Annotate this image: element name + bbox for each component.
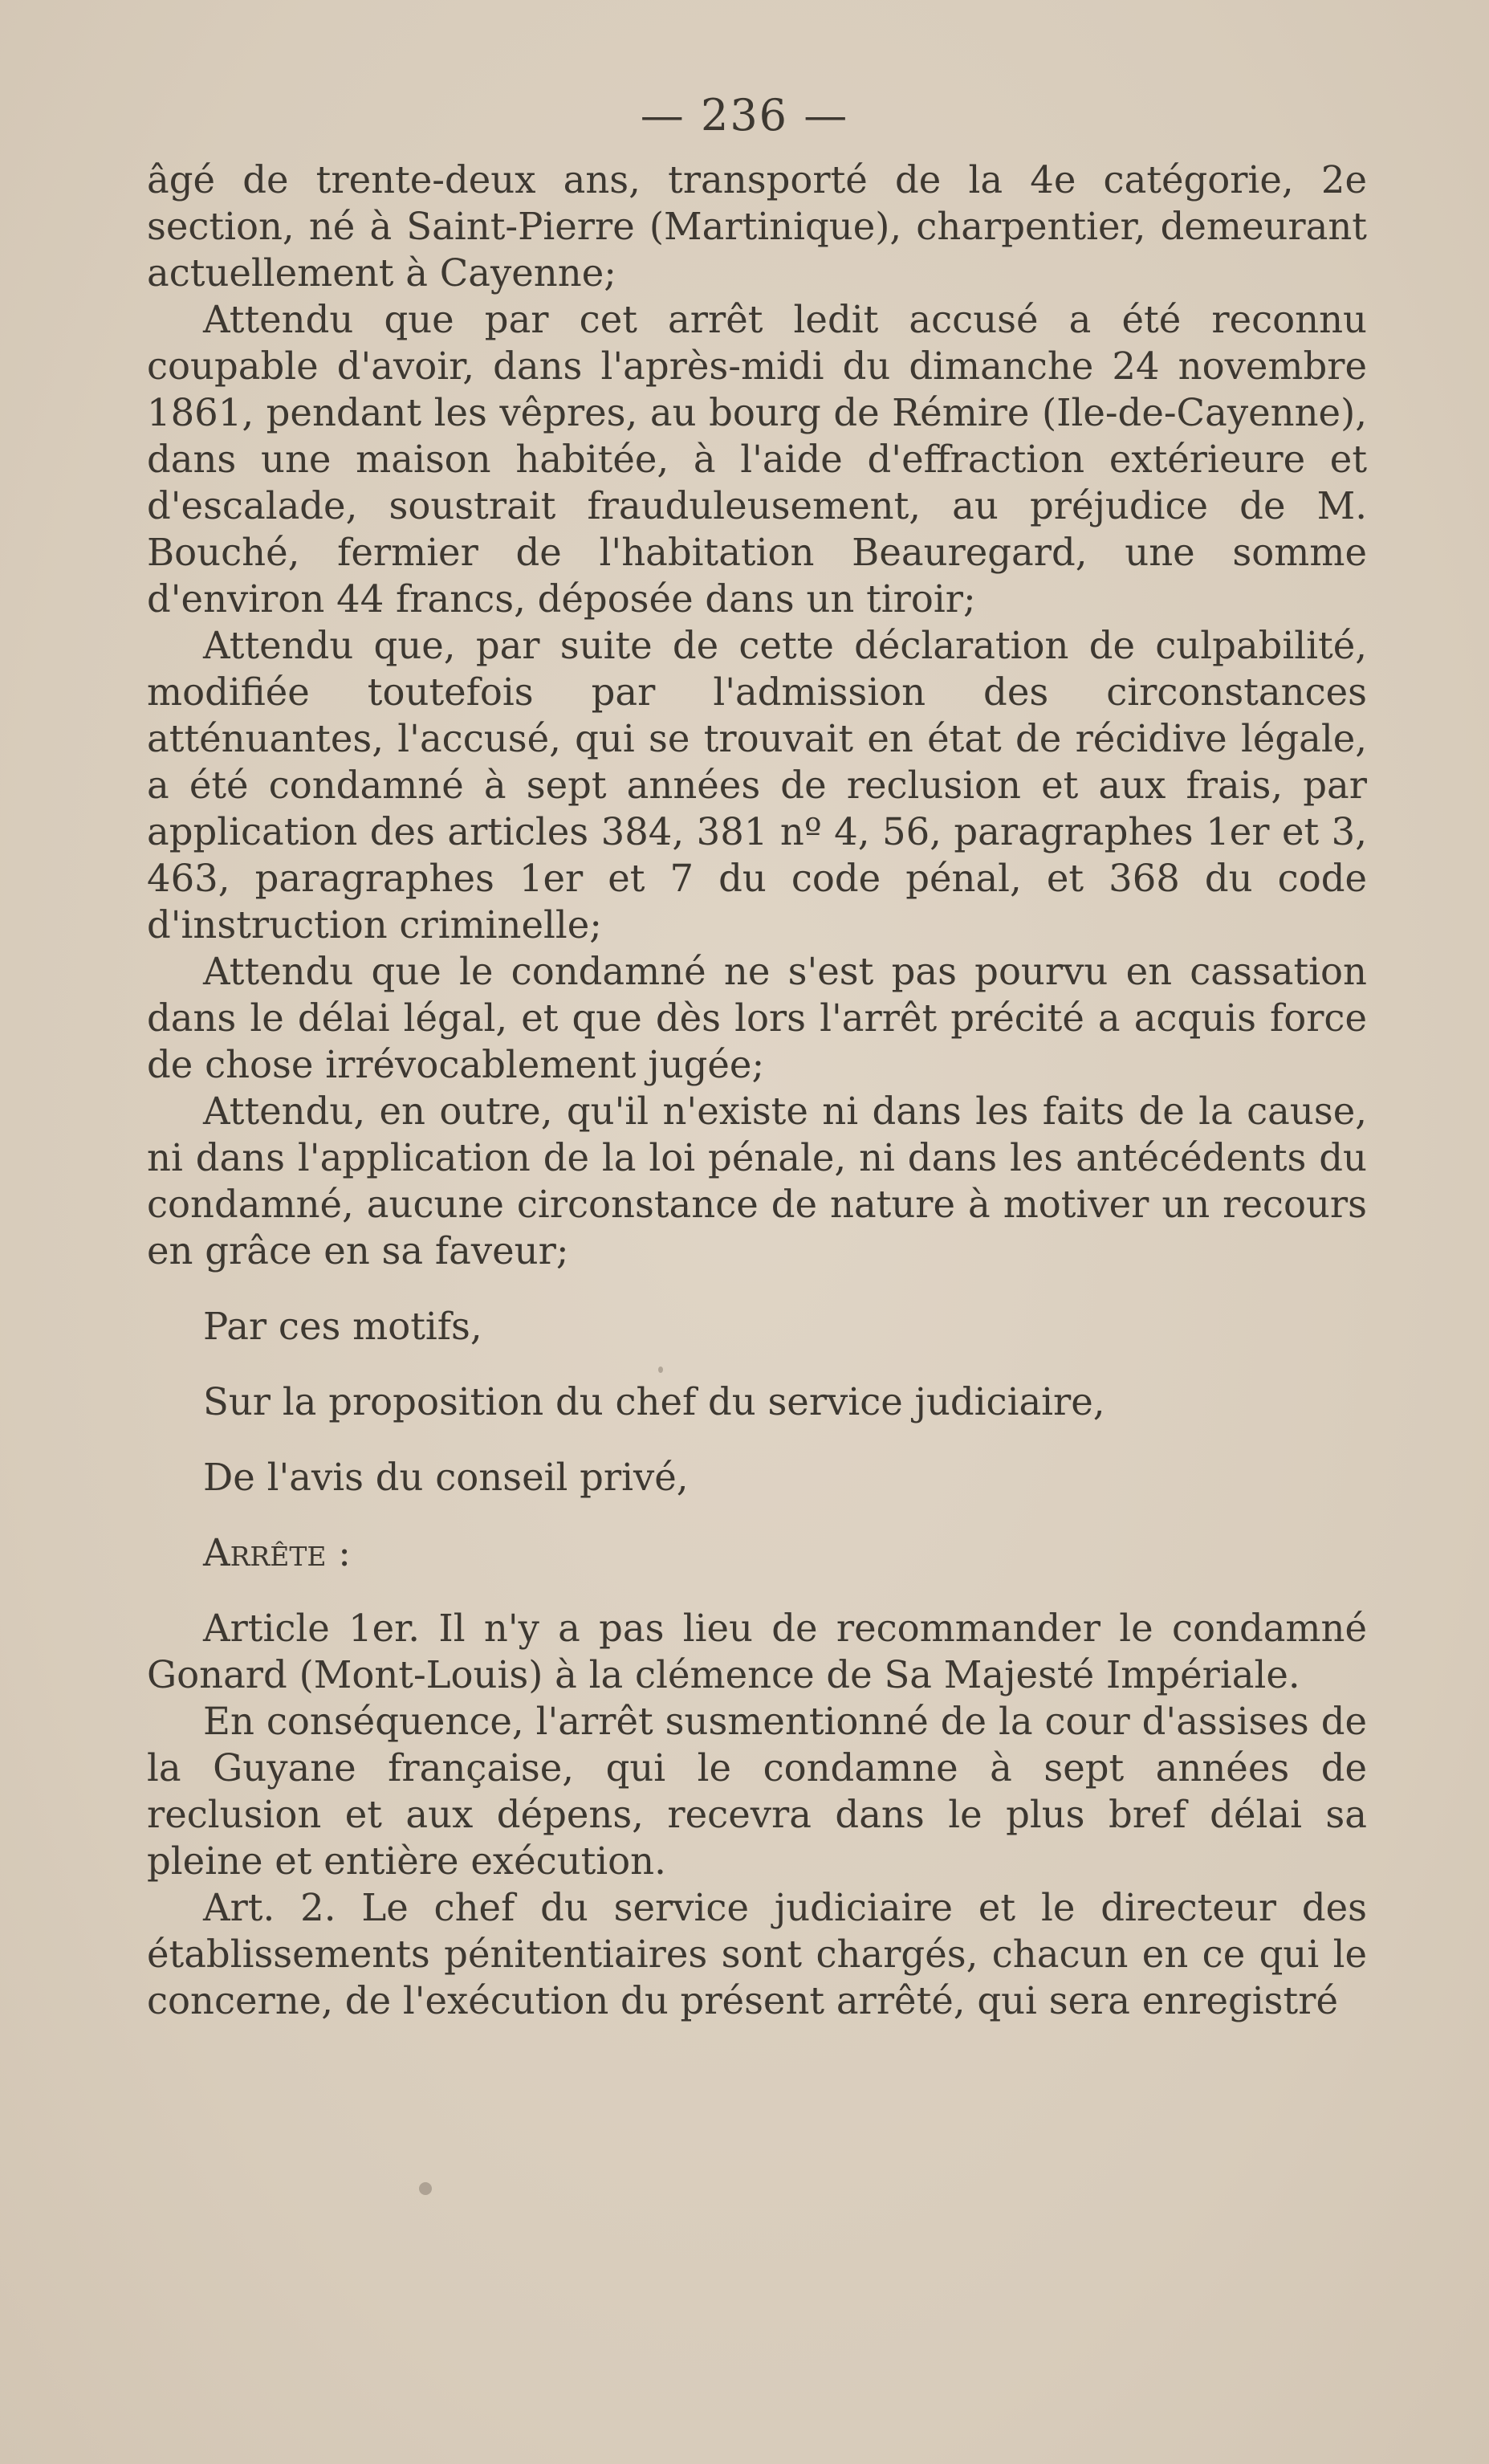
paragraph-1: âgé de trente-deux ans, transporté de la 4e catégorie, 2e section, né à Saint-Pierre (Martinique), charpentier, demeurant actuellement à Cayenne;	[147, 158, 1367, 295]
paragraph-3: Attendu que, par suite de cette déclaration de culpabilité, modifiée toutefois par l'admission des circonstances atténuantes, l'accusé, qui se trouvait en état de récidive légale, a été condamné à sept années de reclusion et aux frais, par application des articles 384, 381 nº 4, 56, paragraphes 1er et 3, 463, paragraphes 1er et 7 du code pénal, et 368 du code d'instruction criminelle;	[147, 624, 1367, 947]
paragraph-5: Attendu, en outre, qu'il n'existe ni dans les faits de la cause, ni dans l'application de la loi pénale, ni dans les antécédents du condamné, aucune circonstance de nature à motiver un recours en grâce en sa faveur;	[147, 1089, 1367, 1273]
ink-speck	[419, 2182, 432, 2195]
paragraph-4: Attendu que le condamné ne s'est pas pourvu en cassation dans le délai légal, et que dès lors l'arrêt précité a acquis force de chose irrévocablement jugée;	[147, 950, 1367, 1086]
ink-speck	[658, 1366, 663, 1373]
paragraph-consequence: En conséquence, l'arrêt susmentionné de la cour d'assises de la Guyane française, qui le condamne à sept années de reclusion et aux dépens, recevra dans le plus bref délai sa pleine et entière exécution.	[147, 1700, 1367, 1883]
paragraph-motifs: Par ces motifs,	[203, 1305, 482, 1348]
paragraph-2: Attendu que par cet arrêt ledit accusé a été reconnu coupable d'avoir, dans l'après-midi du dimanche 24 novembre 1861, pendant les vêpres, au bourg de Rémire (Ile-de-Cayenne), dans une maison habitée, à l'aide d'effraction extérieure et d'escalade, soustrait frauduleusement, au préjudice de M. Bouché, fermier de l'habitation Beauregard, une somme d'environ 44 francs, déposée dans un tiroir;	[147, 298, 1367, 621]
paragraph-arrete: Arrête :	[203, 1531, 351, 1574]
page-number: — 236 —	[640, 90, 849, 141]
body-text	[147, 157, 1367, 2024]
paragraph-article-1: Article 1er. Il n'y a pas lieu de recommander le condamné Gonard (Mont-Louis) à la clémence de Sa Majesté Impériale.	[147, 1607, 1367, 1696]
paragraph-proposition: Sur la proposition du chef du service judiciaire,	[203, 1380, 1105, 1423]
paragraph-article-2: Art. 2. Le chef du service judiciaire et le directeur des établissements pénitentiaires sont chargés, chacun en ce qui le concerne, de l'exécution du présent arrêté, qui sera enregistré	[147, 1886, 1367, 2022]
paragraph-avis: De l'avis du conseil privé,	[203, 1456, 689, 1499]
